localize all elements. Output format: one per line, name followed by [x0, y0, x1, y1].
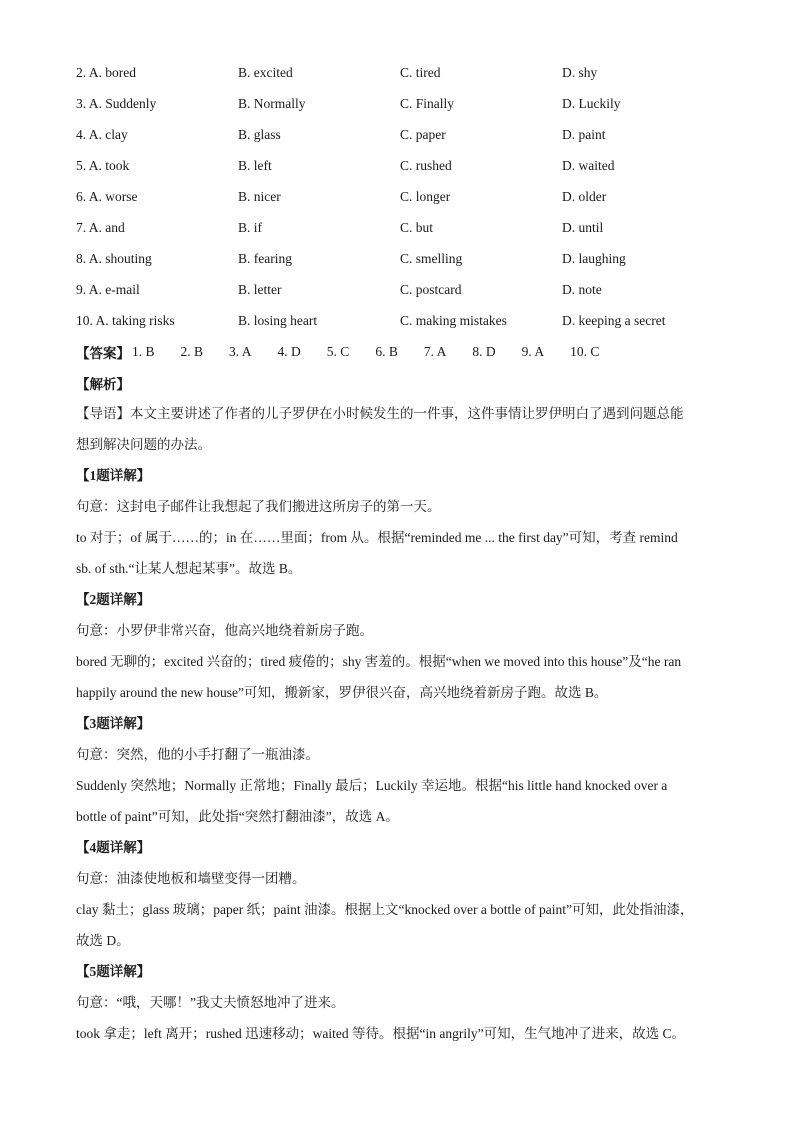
detail-line: took 拿走；left 离开；rushed 迅速移动；waited 等待。根据“in angrily”可知，生气地冲了进来，故选 C。	[76, 1026, 685, 1041]
option: B. fearing	[238, 250, 292, 266]
option: 6. A. worse	[76, 188, 138, 204]
option: C. Finally	[400, 95, 455, 111]
detail-line: bored 无聊的；excited 兴奋的；tired 疲倦的；shy 害羞的。根据“when we moved into this house”及“he ran	[76, 654, 682, 669]
option: B. excited	[238, 64, 293, 80]
option: 8. A. shouting	[76, 250, 152, 266]
option: 5. A. took	[76, 157, 130, 173]
option: C. making mistakes	[400, 312, 507, 328]
detail-line: bottle of paint”可知，此处指“突然打翻油漆”，故选 A。	[76, 809, 399, 824]
guide-paragraph	[76, 398, 724, 460]
detail-line: 句意：突然，他的小手打翻了一瓶油漆。	[76, 747, 319, 762]
option-row-10	[76, 305, 724, 336]
detail-heading: 【4题详解】	[76, 840, 151, 855]
option: D. older	[562, 188, 607, 204]
detail-heading: 【2题详解】	[76, 592, 151, 607]
option: C. paper	[400, 126, 446, 142]
option: B. Normally	[238, 95, 306, 111]
detail-heading: 【1题详解】	[76, 468, 151, 483]
option: C. longer	[400, 188, 451, 204]
option: 3. A. Suddenly	[76, 95, 157, 111]
option: D. shy	[562, 64, 598, 80]
answer-item: 5. C	[326, 343, 350, 359]
detail-section-2	[76, 584, 724, 708]
detail-line: Suddenly 突然地；Normally 正常地；Finally 最后；Luckily 幸运地。根据“his little hand knocked over a	[76, 778, 668, 793]
option-row-7	[76, 212, 724, 243]
answer-item: 10. C	[570, 343, 600, 359]
option-row-8	[76, 243, 724, 274]
option-row-2	[76, 57, 724, 88]
option: B. losing heart	[238, 312, 318, 328]
detail-section-4	[76, 832, 724, 956]
detail-line: 句意：这封电子邮件让我想起了我们搬进这所房子的第一天。	[76, 499, 441, 514]
option: C. tired	[400, 64, 441, 80]
guide-text: 【导语】本文主要讲述了作者的儿子罗伊在小时候发生的一件事，这件事情让罗伊明白了遇到问题总能	[76, 406, 684, 421]
answer-item: 8. D	[472, 343, 496, 359]
detail-section-5	[76, 956, 724, 1049]
detail-line: 故选 D。	[76, 933, 130, 948]
option: C. smelling	[400, 250, 463, 266]
option: B. if	[238, 219, 263, 235]
detail-line: sb. of sth.“让某人想起某事”。故选 B。	[76, 561, 302, 576]
answer-item: 3. A	[229, 343, 252, 359]
option: B. letter	[238, 281, 282, 297]
detail-heading: 【5题详解】	[76, 964, 151, 979]
option: 10. A. taking risks	[76, 312, 175, 328]
option: D. until	[562, 219, 604, 235]
option: B. left	[238, 157, 272, 173]
detail-line: clay 黏土；glass 玻璃；paper 纸；paint 油漆。根据上文“knocked over a bottle of paint”可知，此处指油漆，	[76, 902, 694, 917]
guide-text: 想到解决问题的办法。	[76, 437, 211, 452]
option-row-5	[76, 150, 724, 181]
option: 9. A. e-mail	[76, 281, 140, 297]
option: 7. A. and	[76, 219, 125, 235]
option: 4. A. clay	[76, 126, 128, 142]
detail-line: 句意：小罗伊非常兴奋，他高兴地绕着新房子跑。	[76, 623, 373, 638]
document-page	[76, 57, 724, 1049]
option-table	[76, 57, 724, 336]
answer-line	[76, 336, 724, 367]
option: C. postcard	[400, 281, 462, 297]
option: B. glass	[238, 126, 281, 142]
detail-line: 句意：油漆使地板和墙壁变得一团糟。	[76, 871, 306, 886]
option: B. nicer	[238, 188, 281, 204]
answer-label: 【答案】	[76, 345, 130, 361]
detail-section-3	[76, 708, 724, 832]
detail-line: happily around the new house”可知，搬新家，罗伊很兴奋，高兴地绕着新房子跑。故选 B。	[76, 685, 608, 700]
answer-item: 1. B	[132, 343, 155, 359]
answer-item: 9. A	[521, 343, 545, 359]
option: D. Luckily	[562, 95, 621, 111]
option-row-4	[76, 119, 724, 150]
option: C. rushed	[400, 157, 452, 173]
answer-item: 2. B	[180, 343, 204, 359]
answer-item: 6. B	[375, 343, 398, 359]
detail-line: to 对于；of 属于……的；in 在……里面；from 从。根据“reminded me ... the first day”可知，考查 remind	[76, 530, 678, 545]
option: D. laughing	[562, 250, 626, 266]
answer-item: 4. D	[277, 343, 301, 359]
option: D. waited	[562, 157, 615, 173]
detail-section-1	[76, 460, 724, 584]
option-row-6	[76, 181, 724, 212]
detail-heading: 【3题详解】	[76, 716, 151, 731]
option-row-3	[76, 88, 724, 119]
option: D. note	[562, 281, 602, 297]
option: D. paint	[562, 126, 606, 142]
answer-item: 7. A	[423, 343, 447, 359]
option-row-9	[76, 274, 724, 305]
option: C. but	[400, 219, 434, 235]
option: 2. A. bored	[76, 64, 136, 80]
option: D. keeping a secret	[562, 312, 666, 328]
detail-line: 句意：“哦，天哪！”我丈夫愤怒地冲了进来。	[76, 995, 345, 1010]
analysis-label: 【解析】	[76, 376, 130, 392]
